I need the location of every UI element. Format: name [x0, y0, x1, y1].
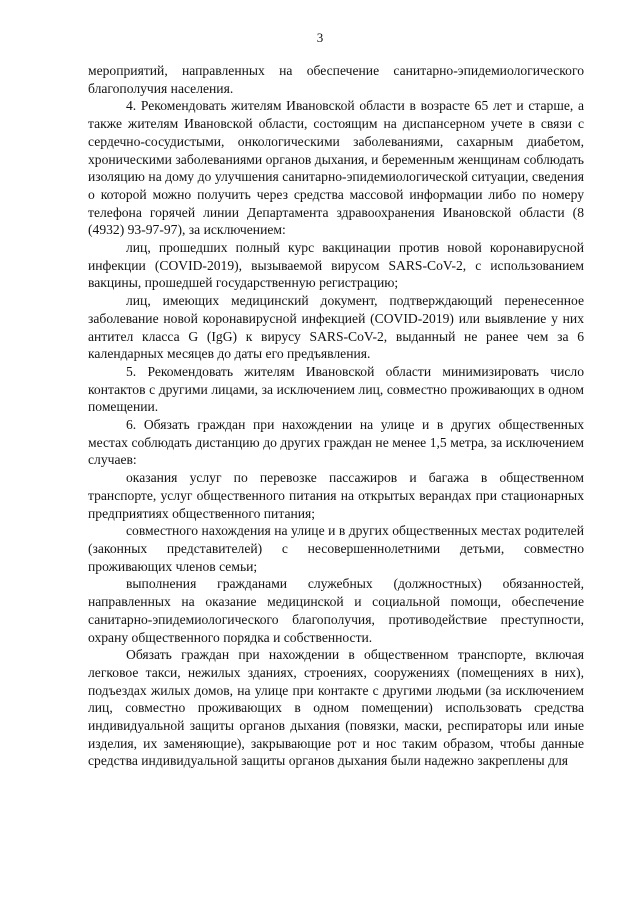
paragraph-item-6: 6. Обязать граждан при нахождении на улице и в других общественных местах соблюдать дистанцию до других граждан не менее 1,5 метра, за исключением случаев: — [88, 417, 584, 468]
paragraph-exception-vaccinated: лиц, прошедших полный курс вакцинации против новой коронавирусной инфекции (COVID-2019), вызываемой вирусом SARS-CoV-2, с использованием вакцины, прошедшей государственную регистрацию; — [88, 240, 584, 291]
paragraph-exception-recovered: лиц, имеющих медицинский документ, подтверждающий перенесенное заболевание новой коронавирусной инфекцией (COVID-2019) или выявление у них антител класса G (IgG) к вирусу SARS-CoV-2, выданный не ранее чем за 6 календарных месяцев до даты его предъявления. — [88, 293, 584, 362]
paragraph-case-family: совместного нахождения на улице и в других общественных местах родителей (законных представителей) с несовершеннолетними детьми, совместно проживающих членов семьи; — [88, 523, 584, 574]
paragraph-item-5: 5. Рекомендовать жителям Ивановской области минимизировать число контактов с другими лицами, за исключением лиц, совместно проживающих в одном помещении. — [88, 363, 584, 415]
document-body — [88, 62, 584, 770]
paragraph-item-4: 4. Рекомендовать жителям Ивановской области в возрасте 65 лет и старше, а также жителям Ивановской области, состоящим на диспансерном учете в связи с сердечно-сосудистыми, онкологическими заболеваниями, сахарным диабетом, хроническими заболеваниями органов дыхания, и беременным женщинам соблюдать изоляцию на дому до улучшения санитарно-эпидемиологической ситуации, сведения о которой можно получить через средства массовой информации либо по номеру телефона горячей линии Департамента здравоохранения Ивановской области (8 (4932) 93-97-97), за исключением: — [88, 98, 584, 238]
paragraph-masks: Обязать граждан при нахождении в общественном транспорте, включая легковое такси, нежилых зданиях, строениях, сооружениях (помещениях в них), подъездах жилых домов, на улице при контакте с другими людьми (за исключением лиц, совместно проживающих в одном помещении) использовать средства индивидуальной защиты органов дыхания (повязки, маски, респираторы или иные изделия, их заменяющие), закрывающие рот и нос таким образом, чтобы данные средства индивидуальной защиты органов дыхания были надежно закреплены для — [88, 647, 584, 769]
paragraph-continuation: мероприятий, направленных на обеспечение санитарно-эпидемиологического благополучия населения. — [88, 63, 584, 96]
paragraph-case-transport: оказания услуг по перевозке пассажиров и багажа в общественном транспорте, услуг общественного питания на открытых верандах при стационарных предприятиях общественного питания; — [88, 470, 584, 521]
paragraph-case-duties: выполнения гражданами служебных (должностных) обязанностей, направленных на оказание медицинской и социальной помощи, обеспечение санитарно-эпидемиологического благополучия, противодействие преступности, охрану общественного порядка и собственности. — [88, 576, 584, 645]
page-number: 3 — [316, 30, 324, 45]
